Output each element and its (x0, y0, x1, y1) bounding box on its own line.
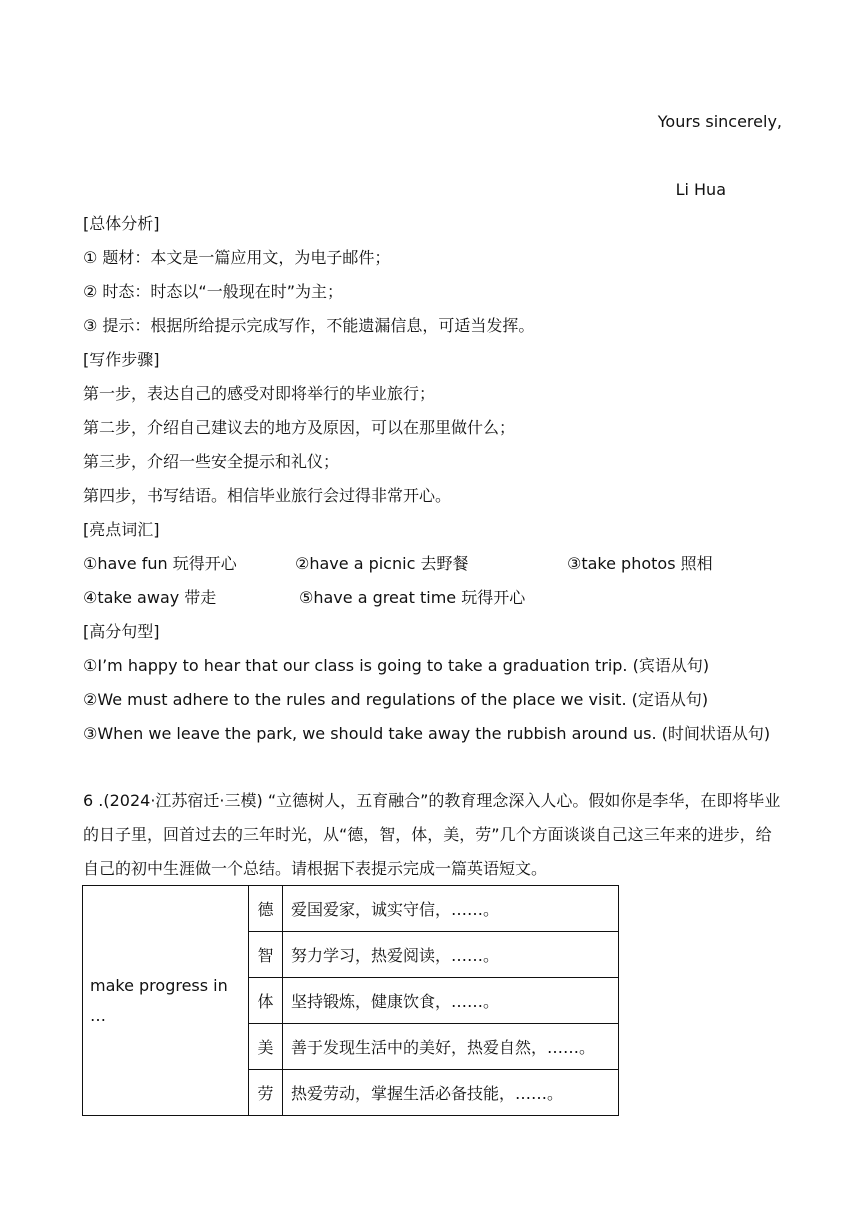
category-cell: 体 (249, 978, 283, 1024)
hint-cell: 善于发现生活中的美好，热爱自然，……。 (283, 1024, 619, 1070)
step-item: 第二步，介绍自己建议去的地方及原因，可以在那里做什么； (83, 418, 516, 437)
vocab-item: ①have fun 玩得开心 (83, 554, 237, 573)
table-lead-cell: make progress in … (83, 886, 249, 1116)
vocab-item: ③take photos 照相 (567, 554, 713, 573)
overview-item: ① 题材：本文是一篇应用文，为电子邮件； (83, 248, 391, 267)
vocab-item: ⑤have a great time 玩得开心 (299, 588, 526, 607)
letter-closing: Yours sincerely, (657, 112, 782, 131)
step-item: 第四步，书写结语。相信毕业旅行会过得非常开心。 (83, 486, 452, 505)
step-item: 第三步，介绍一些安全提示和礼仪； (83, 452, 340, 471)
hint-cell: 坚持锻炼，健康饮食，……。 (283, 978, 619, 1024)
vocab-item: ④take away 带走 (83, 588, 217, 607)
category-cell: 德 (249, 886, 283, 932)
sentences-heading: [高分句型] (83, 622, 160, 641)
category-cell: 美 (249, 1024, 283, 1070)
overview-heading: [总体分析] (83, 214, 160, 233)
sentence-item: ③When we leave the park, we should take away the rubbish around us. (时间状语从句) (83, 724, 771, 743)
letter-signature: Li Hua (675, 180, 726, 199)
vocab-item: ②have a picnic 去野餐 (295, 554, 469, 573)
overview-item: ② 时态：时态以“一般现在时”为主； (83, 282, 344, 301)
overview-item: ③ 提示：根据所给提示完成写作，不能遗漏信息，可适当发挥。 (83, 316, 535, 335)
sentence-item: ①I’m happy to hear that our class is going to take a graduation trip. (宾语从句) (83, 656, 710, 675)
table-row (83, 886, 619, 932)
step-item: 第一步，表达自己的感受对即将举行的毕业旅行； (83, 384, 436, 403)
prompt-table (82, 885, 619, 1116)
hint-cell: 热爱劳动，掌握生活必备技能，……。 (283, 1070, 619, 1116)
category-cell: 劳 (249, 1070, 283, 1116)
vocab-heading: [亮点词汇] (83, 520, 160, 539)
hint-cell: 爱国爱家，诚实守信，……。 (283, 886, 619, 932)
category-cell: 智 (249, 932, 283, 978)
question-text: 6 .(2024·江苏宿迁·三模) “立德树人，五育融合”的教育理念深入人心。假如你是李华，在即将毕业的日子里，回首过去的三年时光，从“德，智，体，美，劳”几个方面谈谈自己这三年来的进步，给自己的初中生涯做一个总结。请根据下表提示完成一篇英语短文。 (83, 791, 781, 878)
sentence-item: ②We must adhere to the rules and regulations of the place we visit. (定语从句) (83, 690, 709, 709)
steps-heading: [写作步骤] (83, 350, 160, 369)
hint-cell: 努力学习，热爱阅读，……。 (283, 932, 619, 978)
